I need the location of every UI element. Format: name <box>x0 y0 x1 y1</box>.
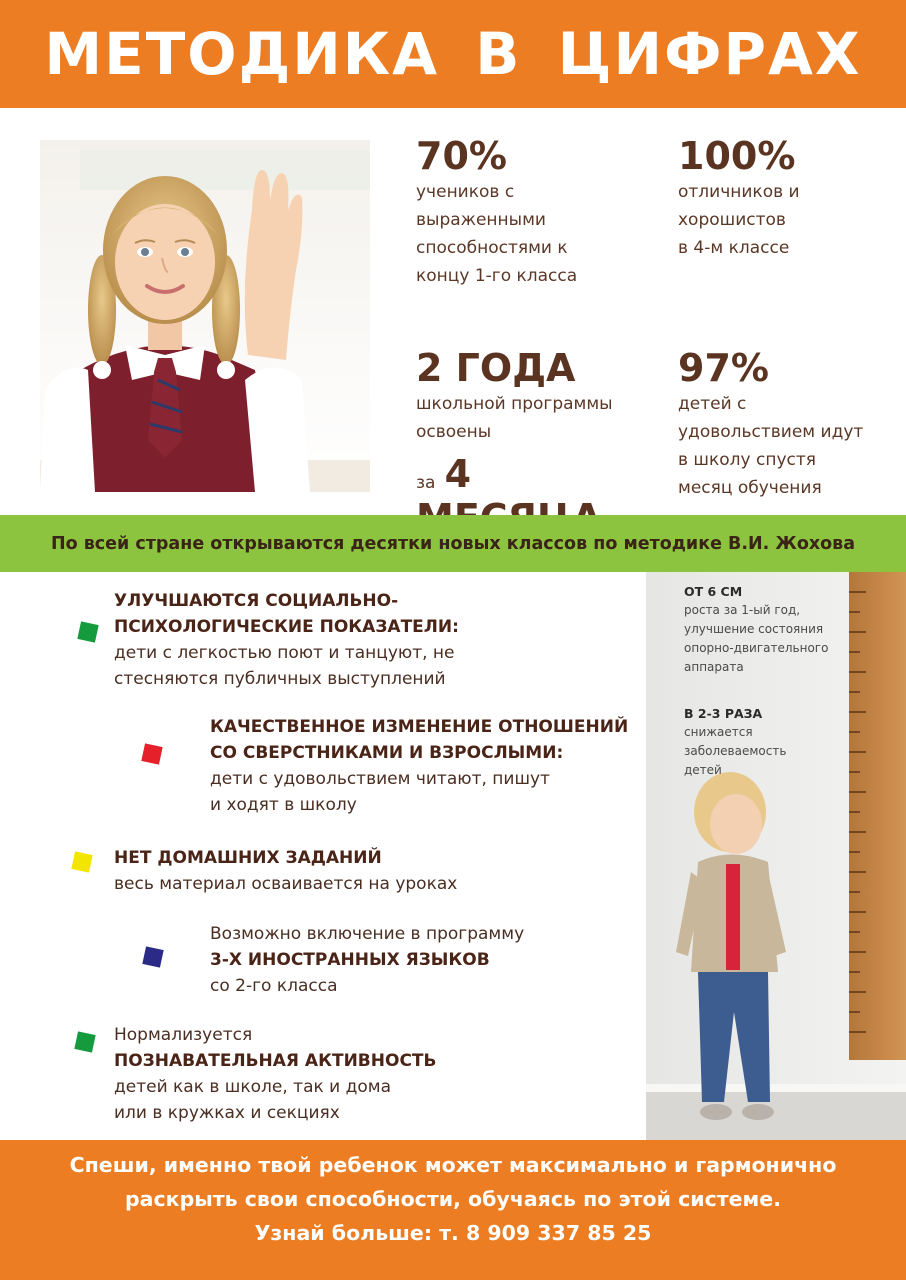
benefit-heading: 3-Х ИНОСТРАННЫХ ЯЗЫКОВ <box>210 950 490 970</box>
benefit-relations <box>210 714 640 818</box>
benefit-heading: ПОЗНАВАТЕЛЬНАЯ АКТИВНОСТЬ <box>114 1051 437 1071</box>
caption-line: аппарата <box>684 660 744 674</box>
stat-prefix: за <box>416 472 436 493</box>
benefit-heading: НЕТ ДОМАШНИХ ЗАДАНИЙ <box>114 848 382 868</box>
stat-desc-line: школьной программы <box>416 394 613 414</box>
benefit-heading: СО СВЕРСТНИКАМИ И ВЗРОСЛЫМИ: <box>210 743 564 763</box>
stat-value: 2 ГОДА <box>416 346 576 390</box>
benefit-heading: УЛУЧШАЮТСЯ СОЦИАЛЬНО- <box>114 591 399 611</box>
photo-caption-growth <box>684 582 844 677</box>
stat-desc-line: в школу спустя <box>678 450 816 470</box>
caption-line: роста за 1-ый год, <box>684 603 801 617</box>
footer-line: раскрыть свои способности, обучаясь по этой системе. <box>125 1187 781 1211</box>
green-square-bullet-icon <box>74 1031 95 1052</box>
benefit-text: весь материал осваивается на уроках <box>114 874 458 894</box>
stat-97-percent <box>678 346 898 502</box>
caption-line: детей <box>684 763 722 777</box>
header-bar <box>0 0 906 108</box>
footer-cta <box>0 1140 906 1280</box>
benefit-text: со 2-го класса <box>210 976 338 996</box>
stat-desc-line: месяц обучения <box>678 478 822 498</box>
benefit-text: детей как в школе, так и дома <box>114 1077 392 1097</box>
green-square-bullet-icon <box>77 621 98 642</box>
benefit-text: или в кружках и секциях <box>114 1103 340 1123</box>
caption-line: опорно-двигательного <box>684 641 829 655</box>
caption-line: снижается <box>684 725 753 739</box>
stat-2-years <box>416 346 666 540</box>
stat-desc-line: способностями к <box>416 238 568 258</box>
stat-desc-line: концу 1-го класса <box>416 266 578 286</box>
stat-value: 97% <box>678 346 769 390</box>
red-square-bullet-icon <box>141 743 162 764</box>
benefit-text: дети с легкостью поют и танцуют, не <box>114 643 455 663</box>
photo-caption-health <box>684 704 834 780</box>
benefit-text: и ходят в школу <box>210 795 357 815</box>
benefit-cognitive <box>114 1022 534 1126</box>
benefit-social <box>114 588 534 692</box>
stat-desc-line: выраженными <box>416 210 546 230</box>
benefit-heading: ПСИХОЛОГИЧЕСКИЕ ПОКАЗАТЕЛИ: <box>114 617 459 637</box>
footer-contact-phone: Узнай больше: т. 8 909 337 85 25 <box>254 1221 652 1245</box>
blue-square-bullet-icon <box>142 946 163 967</box>
stat-desc-line: в 4-м классе <box>678 238 790 258</box>
benefit-languages <box>210 921 630 999</box>
banner-text: По всей стране открываются десятки новых классов по методике В.И. Жохова <box>50 533 856 554</box>
benefit-no-homework <box>114 845 534 897</box>
yellow-square-bullet-icon <box>71 851 92 872</box>
caption-line: заболеваемость <box>684 744 787 758</box>
benefit-pre: Нормализуется <box>114 1025 253 1045</box>
caption-heading: ОТ 6 СМ <box>684 584 743 599</box>
benefit-pre: Возможно включение в программу <box>210 924 525 944</box>
benefit-heading: КАЧЕСТВЕННОЕ ИЗМЕНЕНИЕ ОТНОШЕНИЙ <box>210 717 629 737</box>
stat-months-value: 4 <box>444 452 472 496</box>
stat-value: 100% <box>678 134 796 178</box>
stat-desc-line: детей с <box>678 394 747 414</box>
stat-desc-line: учеников с <box>416 182 515 202</box>
benefit-text: стесняются публичных выступлений <box>114 669 446 689</box>
stat-desc-line: освоены <box>416 422 492 442</box>
stat-desc-line: отличников и <box>678 182 800 202</box>
stat-desc-line: удовольствием идут <box>678 422 864 442</box>
caption-line: улучшение состояния <box>684 622 824 636</box>
stat-100-percent <box>678 134 898 262</box>
stat-value: 70% <box>416 134 507 178</box>
benefit-text: дети с удовольствием читают, пишут <box>210 769 550 789</box>
news-banner <box>0 515 906 572</box>
footer-line: Спеши, именно твой ребенок может максимально и гармонично <box>69 1153 837 1177</box>
girl-raising-hand-photo <box>40 140 370 492</box>
page-title: МЕТОДИКА В ЦИФРАХ <box>44 20 862 88</box>
stat-70-percent <box>416 134 656 290</box>
caption-heading: В 2-3 РАЗА <box>684 706 763 721</box>
stat-desc-line: хорошистов <box>678 210 786 230</box>
